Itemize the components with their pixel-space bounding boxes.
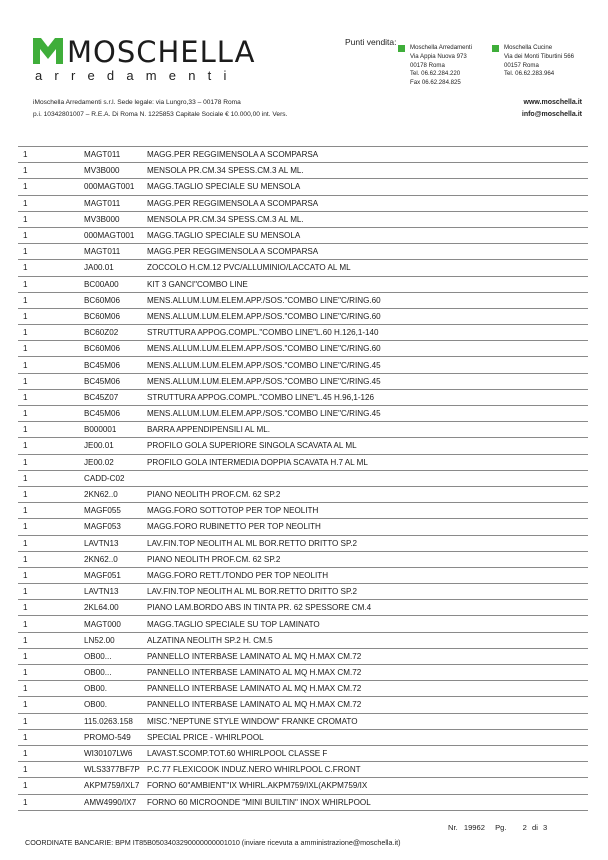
store-address: Via Appia Nuova 973 <box>410 52 467 60</box>
row-qty: 1 <box>18 406 84 422</box>
table-row <box>18 357 588 373</box>
table-row <box>18 470 588 486</box>
items-table-body <box>18 147 588 811</box>
row-description: KIT 3 GANCI"COMBO LINE <box>147 276 588 292</box>
row-qty: 1 <box>18 519 84 535</box>
row-code: OB00. <box>84 697 147 713</box>
table-row <box>18 389 588 405</box>
table-row <box>18 616 588 632</box>
row-qty: 1 <box>18 308 84 324</box>
table-row <box>18 535 588 551</box>
row-code: 000MAGT001 <box>84 227 147 243</box>
email-link[interactable]: info@moschella.it <box>521 110 582 118</box>
row-code: MV3B000 <box>84 211 147 227</box>
row-description: BARRA APPENDIPENSILI AL ML. <box>147 422 588 438</box>
doc-number-label: Nr. <box>448 823 458 832</box>
row-qty: 1 <box>18 147 84 163</box>
table-row <box>18 454 588 470</box>
row-code: JA00.01 <box>84 260 147 276</box>
row-description: PROFILO GOLA INTERMEDIA DOPPIA SCAVATA H.7 AL ML <box>147 454 588 470</box>
row-qty: 1 <box>18 179 84 195</box>
store-marker-icon <box>492 45 499 52</box>
doc-number: 19962 <box>463 823 485 832</box>
row-qty: 1 <box>18 227 84 243</box>
row-code: MAGF051 <box>84 567 147 583</box>
table-row <box>18 567 588 583</box>
row-description: MAGG.PER REGGIMENSOLA A SCOMPARSA <box>147 195 588 211</box>
row-qty: 1 <box>18 260 84 276</box>
row-code: WI30107LW6 <box>84 745 147 761</box>
row-qty: 1 <box>18 762 84 778</box>
row-qty: 1 <box>18 567 84 583</box>
table-row <box>18 794 588 810</box>
row-code: MAGT011 <box>84 195 147 211</box>
row-description: PIANO LAM.BORDO ABS IN TINTA PR. 62 SPESSORE CM.4 <box>147 600 588 616</box>
table-row <box>18 179 588 195</box>
row-code: LN52.00 <box>84 632 147 648</box>
row-qty: 1 <box>18 373 84 389</box>
row-qty: 1 <box>18 438 84 454</box>
row-code: CADD-C02 <box>84 470 147 486</box>
table-row <box>18 422 588 438</box>
row-qty: 1 <box>18 486 84 502</box>
table-row <box>18 341 588 357</box>
row-description: MENSOLA PR.CM.34 SPESS.CM.3 AL ML. <box>147 211 588 227</box>
row-qty: 1 <box>18 745 84 761</box>
row-description: LAVAST.SCOMP.TOT.60 WHIRLPOOL CLASSE F <box>147 745 588 761</box>
row-qty: 1 <box>18 729 84 745</box>
bank-details: COORDINATE BANCARIE: BPM IT85B0503403290000000001010 (inviare ricevuta a amministrazione@moschella.it) <box>25 838 401 847</box>
row-qty: 1 <box>18 697 84 713</box>
row-description: MAGG.FORO RETT./TONDO PER TOP NEOLITH <box>147 567 588 583</box>
row-description: P.C.77 FLEXICOOK INDUZ.NERO WHIRLPOOL C.FRONT <box>147 762 588 778</box>
row-code: BC45M06 <box>84 357 147 373</box>
table-row <box>18 373 588 389</box>
items-table <box>18 146 588 811</box>
row-description: STRUTTURA APPOG.COMPL."COMBO LINE"L.60 H.126,1-140 <box>147 325 588 341</box>
row-description: FORNO 60 MICROONDE "MINI BUILTIN" INOX WHIRLPOOL <box>147 794 588 810</box>
row-code: PROMO-549 <box>84 729 147 745</box>
table-row <box>18 551 588 567</box>
row-qty: 1 <box>18 292 84 308</box>
row-qty: 1 <box>18 713 84 729</box>
logo-m-icon <box>33 38 63 64</box>
row-code: MV3B000 <box>84 163 147 179</box>
row-qty: 1 <box>18 325 84 341</box>
row-qty: 1 <box>18 163 84 179</box>
table-row <box>18 681 588 697</box>
table-row <box>18 697 588 713</box>
website-link[interactable]: www.moschella.it <box>523 99 582 106</box>
row-qty: 1 <box>18 681 84 697</box>
table-row <box>18 503 588 519</box>
store-name: Moschella Cucine <box>504 44 553 51</box>
row-code: OB00... <box>84 665 147 681</box>
row-code: BC45M06 <box>84 373 147 389</box>
row-code: OB00... <box>84 648 147 664</box>
row-description: MENS.ALLUM.LUM.ELEM.APP./SOS."COMBO LINE"C/RING.45 <box>147 373 588 389</box>
store-city: 00157 Roma <box>504 61 539 69</box>
row-description: MENS.ALLUM.LUM.ELEM.APP./SOS."COMBO LINE"C/RING.60 <box>147 341 588 357</box>
table-row <box>18 729 588 745</box>
row-qty: 1 <box>18 276 84 292</box>
row-qty: 1 <box>18 454 84 470</box>
row-code: BC60M06 <box>84 308 147 324</box>
table-row <box>18 211 588 227</box>
row-code: BC60M06 <box>84 292 147 308</box>
row-description: MENS.ALLUM.LUM.ELEM.APP./SOS."COMBO LINE"C/RING.60 <box>147 308 588 324</box>
table-row <box>18 260 588 276</box>
row-code: 2KN62..0 <box>84 486 147 502</box>
row-code: BC60Z02 <box>84 325 147 341</box>
row-code: B000001 <box>84 422 147 438</box>
row-code: 115.0263.158 <box>84 713 147 729</box>
table-row <box>18 195 588 211</box>
row-qty: 1 <box>18 665 84 681</box>
row-code: JE00.01 <box>84 438 147 454</box>
row-description: MENS.ALLUM.LUM.ELEM.APP./SOS."COMBO LINE"C/RING.45 <box>147 357 588 373</box>
row-code: 2KN62..0 <box>84 551 147 567</box>
row-description: PANNELLO INTERBASE LAMINATO AL MQ H.MAX CM.72 <box>147 681 588 697</box>
row-qty: 1 <box>18 584 84 600</box>
row-code: MAGT011 <box>84 147 147 163</box>
row-code: BC45Z07 <box>84 389 147 405</box>
points-of-sale-label: Punti vendita: <box>345 37 397 47</box>
table-row <box>18 519 588 535</box>
page-separator: di <box>531 823 538 832</box>
table-row <box>18 308 588 324</box>
row-qty: 1 <box>18 503 84 519</box>
table-row <box>18 713 588 729</box>
row-description: MISC."NEPTUNE STYLE WINDOW" FRANKE CROMATO <box>147 713 588 729</box>
row-code: BC45M06 <box>84 406 147 422</box>
row-description <box>147 470 588 486</box>
row-qty: 1 <box>18 778 84 794</box>
row-description: MAGG.TAGLIO SPECIALE SU TOP LAMINATO <box>147 616 588 632</box>
row-qty: 1 <box>18 632 84 648</box>
row-description: ALZATINA NEOLITH SP.2 H. CM.5 <box>147 632 588 648</box>
row-description: MENS.ALLUM.LUM.ELEM.APP./SOS."COMBO LINE"C/RING.45 <box>147 406 588 422</box>
table-row <box>18 745 588 761</box>
page-total: 3 <box>543 823 548 832</box>
row-description: MAGG.PER REGGIMENSOLA A SCOMPARSA <box>147 244 588 260</box>
row-description: MAGG.FORO SOTTOTOP PER TOP NEOLITH <box>147 503 588 519</box>
row-code: 000MAGT001 <box>84 179 147 195</box>
legal-line-1: iMoschella Arredamenti s.r.l. Sede legale: via Lungro,33 – 00178 Roma <box>33 99 241 106</box>
legal-line-2: p.i. 10342801007 – R.E.A. Di Roma N. 1225853 Capitale Sociale € 10.000,00 int. Vers. <box>33 110 288 118</box>
table-row <box>18 665 588 681</box>
store-phone: Tel. 06.62.284.220 <box>410 70 461 78</box>
row-qty: 1 <box>18 794 84 810</box>
row-description: MAGG.PER REGGIMENSOLA A SCOMPARSA <box>147 147 588 163</box>
table-row <box>18 762 588 778</box>
row-qty: 1 <box>18 600 84 616</box>
row-code: BC00A00 <box>84 276 147 292</box>
row-code: JE00.02 <box>84 454 147 470</box>
table-row <box>18 147 588 163</box>
contact-info <box>522 97 582 120</box>
document-number-page <box>448 823 547 832</box>
row-qty: 1 <box>18 616 84 632</box>
row-description: PANNELLO INTERBASE LAMINATO AL MQ H.MAX CM.72 <box>147 697 588 713</box>
legal-info <box>33 97 287 120</box>
row-code: AKPM759/IXL7 <box>84 778 147 794</box>
store-name: Moschella Arredamenti <box>410 44 472 51</box>
page-label: Pg. <box>495 823 507 832</box>
table-row <box>18 600 588 616</box>
row-code: LAVTN13 <box>84 584 147 600</box>
row-qty: 1 <box>18 422 84 438</box>
row-description: PANNELLO INTERBASE LAMINATO AL MQ H.MAX CM.72 <box>147 648 588 664</box>
row-description: MENS.ALLUM.LUM.ELEM.APP./SOS."COMBO LINE"C/RING.60 <box>147 292 588 308</box>
row-code: LAVTN13 <box>84 535 147 551</box>
row-description: SPECIAL PRICE - WHIRLPOOL <box>147 729 588 745</box>
row-code: MAGT000 <box>84 616 147 632</box>
row-description: STRUTTURA APPOG.COMPL."COMBO LINE"L.45 H.96,1-126 <box>147 389 588 405</box>
table-row <box>18 486 588 502</box>
row-description: PANNELLO INTERBASE LAMINATO AL MQ H.MAX CM.72 <box>147 665 588 681</box>
row-code: WLS3377BF7P <box>84 762 147 778</box>
page-current: 2 <box>522 823 527 832</box>
table-row <box>18 632 588 648</box>
row-description: PROFILO GOLA SUPERIORE SINGOLA SCAVATA AL ML <box>147 438 588 454</box>
table-row <box>18 227 588 243</box>
row-description: PIANO NEOLITH PROF.CM. 62 SP.2 <box>147 551 588 567</box>
store-city: 00178 Roma <box>410 61 445 69</box>
row-code: 2KL64.00 <box>84 600 147 616</box>
table-row <box>18 276 588 292</box>
row-description: MAGG.FORO RUBINETTO PER TOP NEOLITH <box>147 519 588 535</box>
row-qty: 1 <box>18 195 84 211</box>
row-qty: 1 <box>18 535 84 551</box>
row-qty: 1 <box>18 357 84 373</box>
row-qty: 1 <box>18 648 84 664</box>
table-row <box>18 438 588 454</box>
store-marker-icon <box>398 45 405 52</box>
row-code: MAGF053 <box>84 519 147 535</box>
row-description: MAGG.TAGLIO SPECIALE SU MENSOLA <box>147 179 588 195</box>
table-row <box>18 648 588 664</box>
table-row <box>18 406 588 422</box>
row-description: FORNO 60"AMBIENT"IX WHIRL.AKPM759/IXL(AKPM759/IX <box>147 778 588 794</box>
row-description: MAGG.TAGLIO SPECIALE SU MENSOLA <box>147 227 588 243</box>
row-qty: 1 <box>18 389 84 405</box>
store-phone: Tel. 06.62.283.964 <box>504 70 555 78</box>
row-code: MAGF055 <box>84 503 147 519</box>
table-row <box>18 163 588 179</box>
row-qty: 1 <box>18 551 84 567</box>
row-code: OB00. <box>84 681 147 697</box>
table-row <box>18 778 588 794</box>
company-logo <box>33 36 273 86</box>
store-fax: Fax 06.62.284.825 <box>410 79 461 87</box>
table-row <box>18 584 588 600</box>
brand-subtitle: arredamenti <box>35 68 239 83</box>
row-qty: 1 <box>18 211 84 227</box>
row-qty: 1 <box>18 341 84 357</box>
row-description: ZOCCOLO H.CM.12 PVC/ALLUMINIO/LACCATO AL ML <box>147 260 588 276</box>
row-description: LAV.FIN.TOP NEOLITH AL ML BOR.RETTO DRITTO SP.2 <box>147 535 588 551</box>
table-row <box>18 244 588 260</box>
row-code: MAGT011 <box>84 244 147 260</box>
row-qty: 1 <box>18 244 84 260</box>
table-row <box>18 292 588 308</box>
row-description: MENSOLA PR.CM.34 SPESS.CM.3 AL ML. <box>147 163 588 179</box>
row-qty: 1 <box>18 470 84 486</box>
table-row <box>18 325 588 341</box>
store-address: Via dei Monti Tiburtini 566 <box>504 52 575 60</box>
row-description: PIANO NEOLITH PROF.CM. 62 SP.2 <box>147 486 588 502</box>
row-code: AMW4990/IX7 <box>84 794 147 810</box>
row-code: BC60M06 <box>84 341 147 357</box>
brand-name: MOSCHELLA <box>67 35 256 69</box>
row-description: LAV.FIN.TOP NEOLITH AL ML BOR.RETTO DRITTO SP.2 <box>147 584 588 600</box>
